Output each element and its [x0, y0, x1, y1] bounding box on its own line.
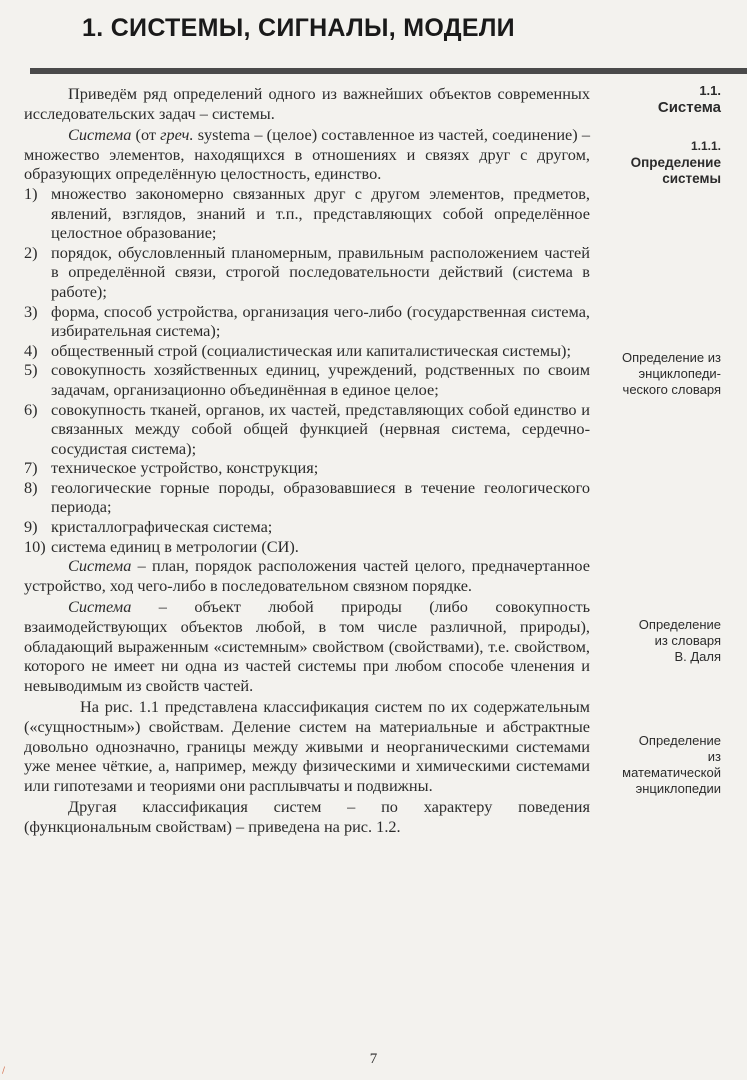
chapter-title: 1. СИСТЕМЫ, СИГНАЛЫ, МОДЕЛИ: [82, 14, 515, 42]
definition-1-paren: (от: [131, 125, 161, 145]
list-item: [24, 517, 590, 537]
list-item-number: 10): [24, 536, 46, 556]
definition-1-greek: греч.: [160, 125, 194, 145]
list-item: [24, 184, 590, 243]
subsection-title: Определение системы: [630, 155, 721, 186]
margin-note-math-encyclopedia: Определение из математической энциклопедии: [622, 733, 721, 796]
list-item-number: 3): [24, 301, 38, 321]
list-item-number: 6): [24, 399, 38, 419]
list-item-number: 5): [24, 360, 38, 380]
definition-3-text: – объект любой природы (либо совокупность взаимодействующих объектов любой, в том числе различной, природы), обладающий выраженным «системным» свойством (свойствами), т.е. свойством, которого не имеет ни одна из частей системы при любом способе членения и невыводимым из свойств частей.: [24, 597, 590, 695]
figure-1-paragraph: На рис. 1.1 представлена классификация систем по их содержательным («сущностным») свойствам. Деление систем на материальные и абстрактные довольно однозначно, границы между живыми и неорганическими системами уже менее чёткие, а, например, между физическими и химическими системами или гипотезами и теориями они расплывчаты и подвижны.: [24, 697, 590, 795]
list-item-text: совокупность хозяйственных единиц, учреждений, родственных по своим задачам, организационно объединённая в единое целое;: [51, 360, 590, 399]
list-item-text: система единиц в метрологии (СИ).: [51, 536, 299, 556]
definition-3: [24, 597, 590, 695]
list-item: [24, 537, 590, 557]
list-item-number: 9): [24, 517, 38, 537]
list-item-text: геологические горные породы, образовавшиеся в течение геологического периода;: [51, 477, 590, 517]
list-item-text: техническое устройство, конструкция;: [51, 458, 319, 478]
intro-paragraph: Приведём ряд определений одного из важнейших объектов современных исследовательских задач – системы.: [24, 84, 590, 123]
list-item-number: 1): [24, 183, 38, 203]
list-item: [24, 360, 590, 399]
list-item: [24, 400, 590, 459]
subsection-number: 1.1.1.: [690, 139, 721, 153]
list-item: [24, 302, 590, 341]
header-rule: [30, 68, 747, 74]
definition-1-term: Система: [68, 125, 132, 145]
list-item-number: 8): [24, 477, 38, 497]
section-number: 1.1.: [699, 83, 721, 98]
list-item-text: форма, способ устройства, организация чего-либо (государственная система, избирательная система);: [51, 301, 590, 341]
list-item-number: 7): [24, 458, 38, 478]
list-item-text: общественный строй (социалистическая или капиталистическая системы);: [51, 340, 571, 360]
definition-1-text: systema – (целое) составленное из частей, соединение) – множество элементов, находящихся в отношениях и связях друг с другом, образующих определённую целостность, единство.: [24, 125, 591, 184]
margin-note-dahl: Определение из словаря В. Даля: [638, 617, 721, 664]
list-item: [24, 458, 590, 478]
page-number: 7: [369, 1051, 378, 1067]
corner-mark: /: [2, 1066, 6, 1076]
definition-3-term: Система: [68, 597, 132, 617]
list-item: [24, 341, 590, 361]
definition-2: [24, 556, 590, 595]
definition-2-text: – план, порядок расположения частей целого, предначертанное устройство, ход чего-либо в последовательном связном порядке.: [24, 556, 590, 595]
definition-1: [24, 125, 590, 184]
section-title: Система: [657, 99, 721, 116]
main-text: [24, 84, 590, 837]
list-item-text: множество закономерно связанных друг с другом элементов, предметов, явлений, взглядов, знаний и т.п., представляющих собой определённое целостное образование;: [51, 183, 590, 243]
list-item-number: 2): [24, 242, 38, 262]
list-item: [24, 478, 590, 517]
figure-2-paragraph: Другая классификация систем – по характеру поведения (функциональным свойствам) – приведена на рис. 1.2.: [24, 797, 590, 836]
list-item: [24, 243, 590, 302]
list-item-text: кристаллографическая система;: [51, 517, 273, 537]
list-item-text: порядок, обусловленный планомерным, правильным расположением частей в определённой связи, строгой последовательности действий (система в работе);: [51, 242, 590, 301]
definition-2-term: Система: [68, 556, 132, 576]
list-item-number: 4): [24, 340, 38, 360]
margin-note-encyclopedic: Определение из энциклопеди- ческого словаря: [621, 350, 721, 397]
list-item-text: совокупность тканей, органов, их частей, представляющих собой единство и связанных между собой общей функцией (нервная система, сердечно-сосудистая система);: [51, 399, 590, 458]
encyclopedic-definitions-list: [24, 184, 590, 556]
